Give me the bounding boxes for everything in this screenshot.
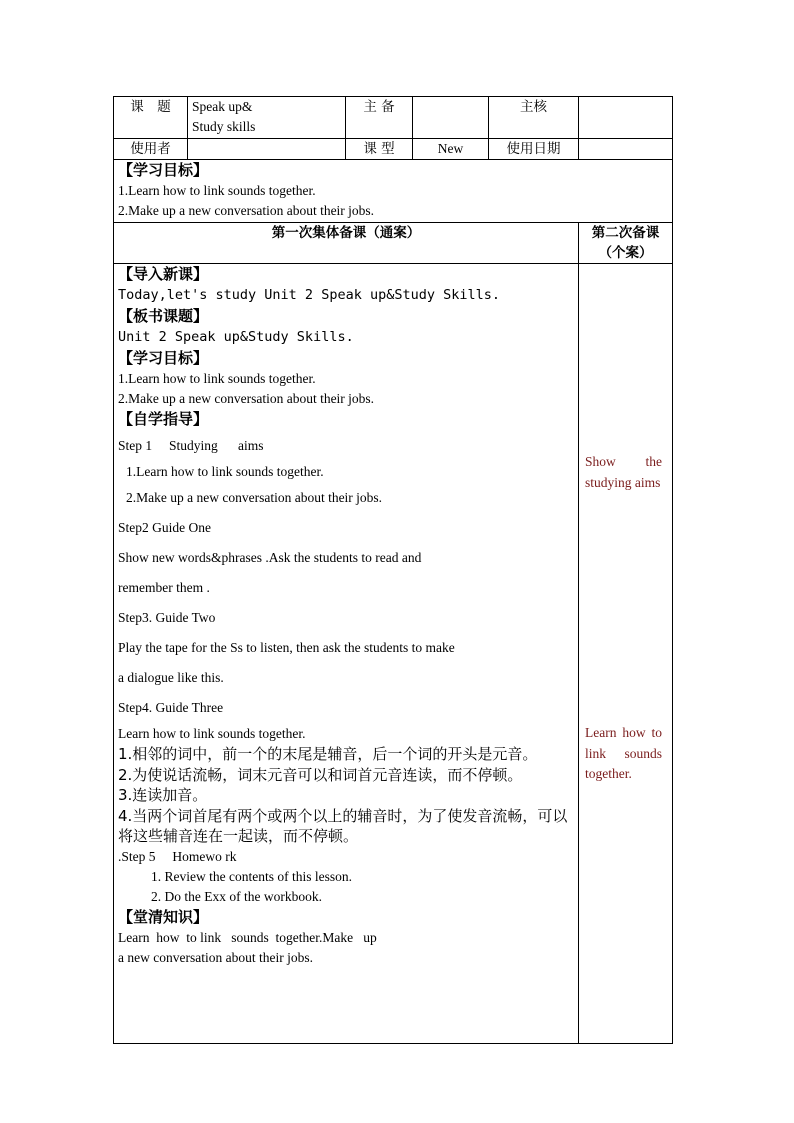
topic-line-1: Speak up& (192, 99, 253, 114)
topic-value (188, 97, 346, 139)
linking-rule: 3.连读加音。 (118, 786, 208, 804)
step2-text: Show new words&phrases .Ask the students to read and (118, 550, 422, 565)
notes-cell (579, 264, 673, 1044)
first-prep-header: 第一次集体备课（通案） (114, 223, 579, 264)
step5-heading: .Step 5 Homewo rk (118, 848, 237, 864)
linking-rule: 1.相邻的词中，前一个的末尾是辅音，后一个词的开头是元音。 (118, 745, 538, 763)
column-header-row (114, 223, 673, 264)
note-link-sounds: Learn how to link sounds together. (585, 725, 662, 781)
step1-heading: Step 1 Studying aims (118, 438, 264, 453)
type-value: New (413, 139, 489, 160)
step4-heading: Step4. Guide Three (118, 700, 224, 715)
reviewer-label: 主核 (489, 97, 579, 139)
step3-text: a dialogue like this. (118, 670, 224, 685)
preparer-label: 主 备 (346, 97, 413, 139)
note-show-aims: Show the studying aims (585, 454, 662, 490)
homework-item: 1. Review the contents of this lesson. (151, 868, 352, 884)
date-label: 使用日期 (489, 139, 579, 160)
type-label: 课 型 (346, 139, 413, 160)
objectives-row (114, 160, 673, 223)
main-content-row (114, 264, 673, 1044)
step2-heading: Step2 Guide One (118, 520, 211, 535)
header-row-user (114, 139, 673, 160)
user-value (188, 139, 346, 160)
linking-rule: 4.当两个词首尾有两个或两个以上的辅音时，为了使发音流畅，可以将这些辅音连在一起读，而不停顿。 (118, 806, 568, 845)
homework-item: 2. Do the Exx of the workbook. (151, 888, 322, 904)
reviewer-value (579, 97, 673, 139)
summary-title: 【堂清知识】 (118, 907, 209, 926)
summary-text: Learn how to link sounds together.Make up (118, 929, 377, 945)
user-label: 使用者 (114, 139, 188, 160)
linking-rule: 2.为使说话流畅，词末元音可以和词首元音连读，而不停顿。 (118, 765, 523, 784)
topic-label: 课 题 (114, 97, 188, 139)
second-prep-header: 第二次备课（个案） (579, 223, 673, 264)
step3-heading: Step3. Guide Two (118, 610, 216, 625)
intro-text: Today,let's study Unit 2 Speak up&Study Skills. (118, 287, 501, 303)
summary-text: a new conversation about their jobs. (118, 949, 313, 965)
topic-line-2: Study skills (192, 119, 256, 134)
main-content-cell (114, 264, 579, 1044)
step3-text: Play the tape for the Ss to listen, then ask the students to make (118, 640, 455, 655)
objective-item: 1.Learn how to link sounds together. (118, 183, 316, 198)
lesson-plan-table (113, 96, 673, 1044)
objectives-title: 【学习目标】 (118, 161, 209, 179)
goal-item: 2.Make up a new conversation about their jobs. (118, 391, 375, 406)
board-title: 【板书课题】 (118, 307, 209, 325)
step2-text: remember them . (118, 580, 210, 595)
step4-text: Learn how to link sounds together. (118, 726, 306, 741)
preparer-value (413, 97, 489, 139)
guide-title: 【自学指导】 (118, 410, 209, 428)
step1-item: 1.Learn how to link sounds together. (126, 464, 324, 479)
header-row-topic (114, 97, 673, 139)
intro-title: 【导入新课】 (118, 265, 209, 283)
goal-item: 1.Learn how to link sounds together. (118, 371, 316, 386)
goal-title: 【学习目标】 (118, 349, 209, 367)
objectives-cell (114, 160, 673, 223)
board-text: Unit 2 Speak up&Study Skills. (118, 329, 354, 345)
objective-item: 2.Make up a new conversation about their jobs. (118, 203, 375, 218)
date-value (579, 139, 673, 160)
step1-item: 2.Make up a new conversation about their jobs. (126, 490, 383, 505)
